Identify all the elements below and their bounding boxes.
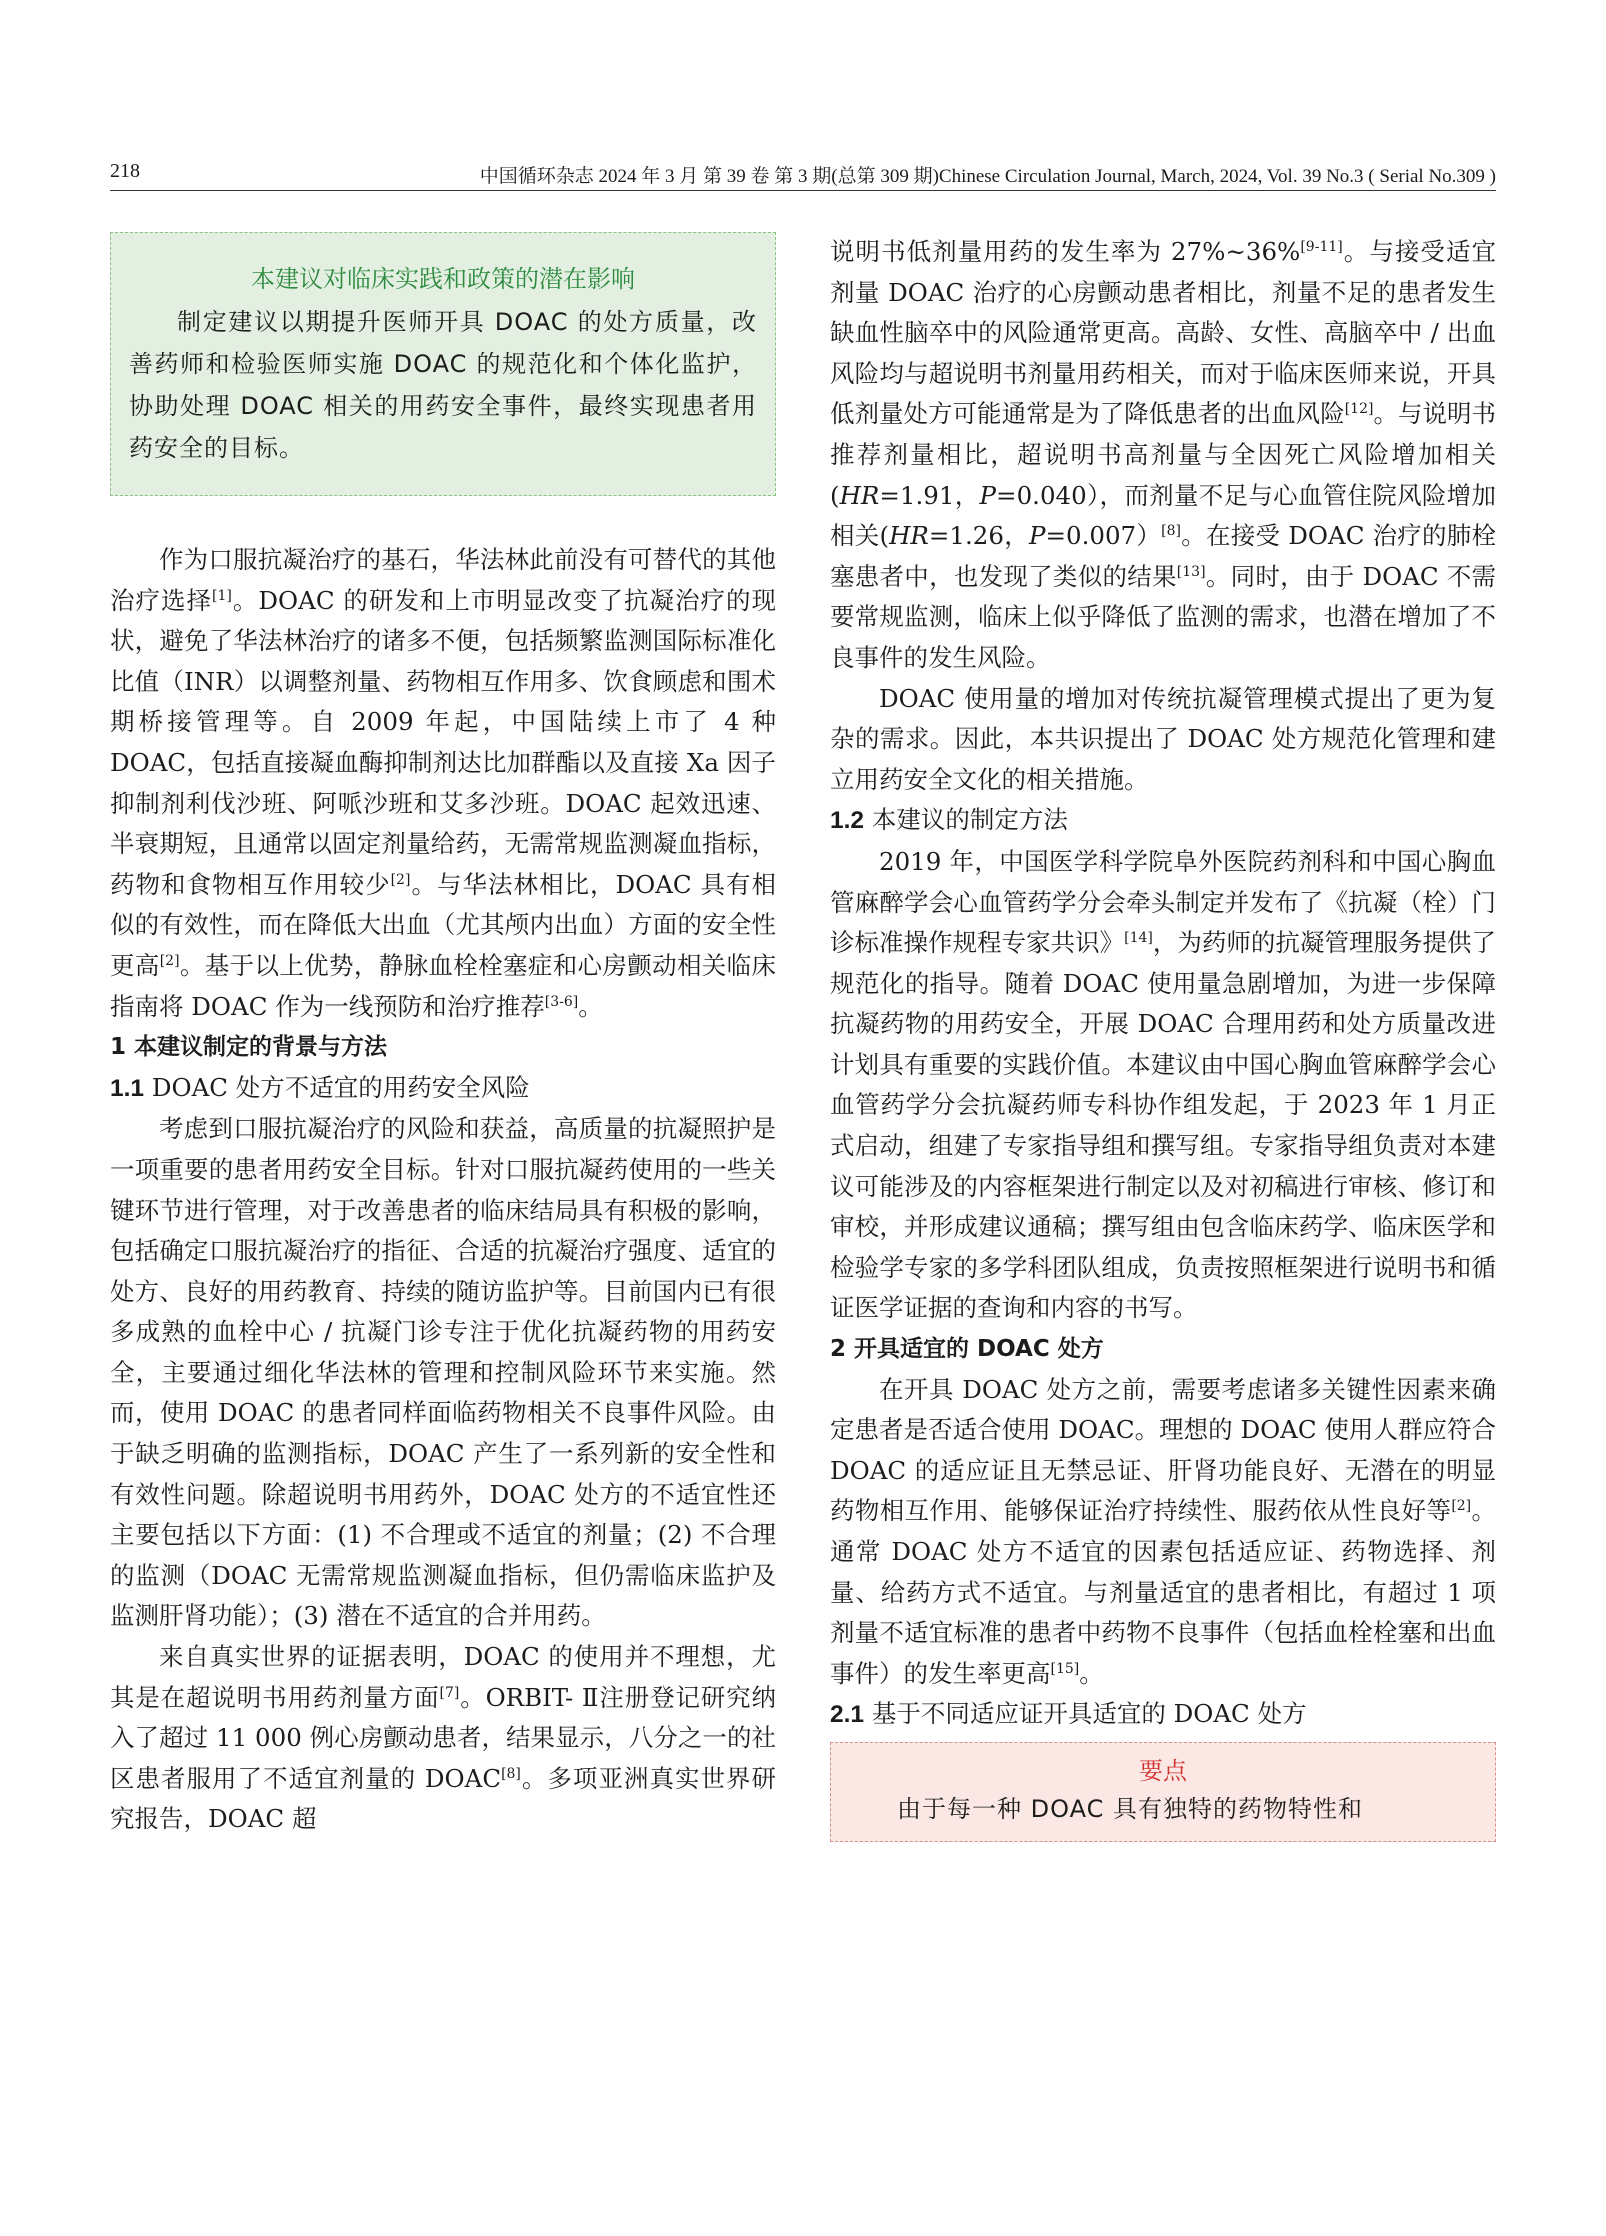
citation[interactable]: [8] [501,1765,521,1782]
citation[interactable]: [13] [1176,563,1206,580]
citation[interactable]: [2] [390,871,411,888]
section-heading-1-2: 1.2 本建议的制定方法 [830,805,1068,835]
citation[interactable]: [9-11] [1300,239,1343,255]
citation[interactable]: [12] [1344,401,1374,418]
paragraph-prescription-factors: 在开具 DOAC 处方之前，需要考虑诸多关键性因素来确定患者是否适合使用 DOAC。理想的 DOAC 使用人群应符合 DOAC 的适应证且无禁忌证、肝肾功能良好、无潜在的明显药物相互作用、能够保证治疗持续性、服药依从性良好等[2]。通常 DOAC 处方不适宜的因素包括适应证、药物选择、剂量、给药方式不适宜。与剂量适宜的患者相比，有超过 1 项剂量不适宜标准的患者中药物不良事件（包括血栓栓塞和出血事件）的发生率更高[15]。 [830,1374,1497,1688]
paragraph-safety-risk: 考虑到口服抗凝治疗的风险和获益，高质量的抗凝照护是一项重要的患者用药安全目标。针对口服抗凝药使用的一些关键环节进行管理，对于改善患者的临床结局具有积极的影响，包括确定口服抗凝治疗的指征、合适的抗凝治疗强度、适宜的处方、良好的用药教育、持续的随访监护等。目前国内已有很多成熟的血栓中心 / 抗凝门诊专注于优化抗凝药物的用药安全，主要通过细化华法林的管理和控制风险环节来实施。然而，使用 DOAC 的患者同样面临药物相关不良事件风险。由于缺乏明确的监测指标，DOAC 产生了一系列新的安全性和有效性问题。除超说明书用药外，DOAC 处方的不适宜性还主要包括以下方面：(1) 不合理或不适宜的剂量；(2) 不合理的监测（DOAC 无需常规监测凝血指标，但仍需临床监护及监测肝肾功能）；(3) 潜在不适宜的合并用药。 [110,1114,776,1631]
impact-box-text: 制定建议以期提升医师开具 DOAC 的处方质量，改善药师和检验医师实施 DOAC 的规范化和个体化监护，协助处理 DOAC 相关的用药安全事件，最终实现患者用药安全的目标。 [129,308,757,462]
impact-box-title: 本建议对临床实践和政策的潜在影响 [251,265,635,293]
paragraph-warfarin-doac: 作为口服抗凝治疗的基石，华法林此前没有可替代的其他治疗选择[1]。DOAC 的研发和上市明显改变了抗凝治疗的现状，避免了华法林治疗的诸多不便，包括频繁监测国际标准化比值（INR）以调整剂量、药物相互作用多、饮食顾虑和围术期桥接管理等。自 2009 年起，中国陆续上市了 4 种 DOAC，包括直接凝血酶抑制剂达比加群酯以及直接 Xa 因子抑制剂利伐沙班、阿哌沙班和艾多沙班。DOAC 起效迅速、半衰期短，且通常以固定剂量给药，无需常规监测凝血指标，药物和食物相互作用较少[2]。与华法林相比，DOAC 具有相似的有效性，而在降低大出血（尤其颅内出血）方面的安全性更高[2]。基于以上优势，静脉血栓栓塞症和心房颤动相关临床指南将 DOAC 作为一线预防和治疗推荐[3-6]。 [110,545,777,1021]
citation[interactable]: [14] [1124,930,1153,947]
citation[interactable]: [2] [159,952,180,969]
right-column [830,232,1496,1842]
section-heading-1: 1 本建议制定的背景与方法 [110,1034,388,1061]
section-heading-1-1: 1.1 DOAC 处方不适宜的用药安全风险 [110,1072,530,1102]
paragraph-methods: 2019 年，中国医学科学院阜外医院药剂科和中国心胸血管麻醉学会心血管药学分会牵头制定并发布了《抗凝（栓）门诊标准操作规程专家共识》[14]，为药师的抗凝管理服务提供了规范化的指导。随着 DOAC 使用量急剧增加，为进一步保障抗凝药物的用药安全，开展 DOAC 合理用药和处方质量改进计划具有重要的实践价值。本建议由中国心胸血管麻醉学会心血管药学分会抗凝药师专科协作组发起，于 2023 年 1 月正式启动，组建了专家指导组和撰写组。专家指导组负责对本建议可能涉及的内容框架进行制定以及对初稿进行审核、修订和审校，并形成建议通稿；撰写组由包含临床药学、临床医学和检验学专家的多学科团队组成，负责按照框架进行说明书和循证医学证据的查询和内容的书写。 [830,846,1497,1323]
page-number: 218 [110,160,140,182]
paragraph-dosing-outcomes: 说明书低剂量用药的发生率为 27%~36%[9-11]。与接受适宜剂量 DOAC 治疗的心房颤动患者相比，剂量不足的患者发生缺血性脑卒中的风险通常更高。高龄、女性、高脑卒中 / 出血风险均与超说明书剂量用药相关，而对于临床医师来说，开具低剂量处方可能通常是为了降低患者的出血风险[12]。与说明书推荐剂量相比，超说明书高剂量与全因死亡风险增加相关(HR=1.91，P=0.040），而剂量不足与心血管住院风险增加相关(HR=1.26，P=0.007）[8]。在接受 DOAC 治疗的肺栓塞患者中，也发现了类似的结果[13]。同时，由于 DOAC 不需要常规监测，临床上似乎降低了监测的需求，也潜在增加了不良事件的发生风险。 [830,237,1497,672]
citation[interactable]: [15] [1050,1660,1080,1677]
citation[interactable]: [7] [439,1684,460,1701]
citation[interactable]: [8] [1161,523,1181,540]
citation[interactable]: [3-6] [544,993,579,1010]
keypoint-box [830,1742,1496,1842]
journal-citation: 中国循环杂志 2024 年 3 月 第 39 卷 第 3 期(总第 309 期)Chinese Circulation Journal, March, 2024, Vol. 39 No.3 ( Serial No.309 ) [479,166,1496,187]
paragraph-real-world-evidence: 来自真实世界的证据表明，DOAC 的使用并不理想，尤其是在超说明书用药剂量方面[7]。ORBIT- Ⅱ注册登记研究纳入了超过 11 000 例心房颤动患者，结果显示，八分之一的社区患者服用了不适宜剂量的 DOAC[8]。多项亚洲真实世界研究报告，DOAC 超 [110,1642,776,1834]
left-column [110,232,776,1840]
section-heading-2-1: 2.1 基于不同适应证开具适宜的 DOAC 处方 [830,1699,1307,1729]
citation[interactable]: [2] [1451,1498,1472,1515]
running-header [110,160,1496,191]
section-heading-2: 2 开具适宜的 DOAC 处方 [830,1336,1104,1363]
citation[interactable]: [1] [212,587,232,604]
paragraph-management-needs: DOAC 使用量的增加对传统抗凝管理模式提出了更为复杂的需求。因此，本共识提出了 DOAC 处方规范化管理和建立用药安全文化的相关措施。 [830,683,1496,794]
keypoint-box-title: 要点 [1139,1756,1187,1785]
impact-box [110,232,776,496]
keypoint-box-text: 由于每一种 DOAC 具有独特的药物特性和 [897,1794,1363,1823]
